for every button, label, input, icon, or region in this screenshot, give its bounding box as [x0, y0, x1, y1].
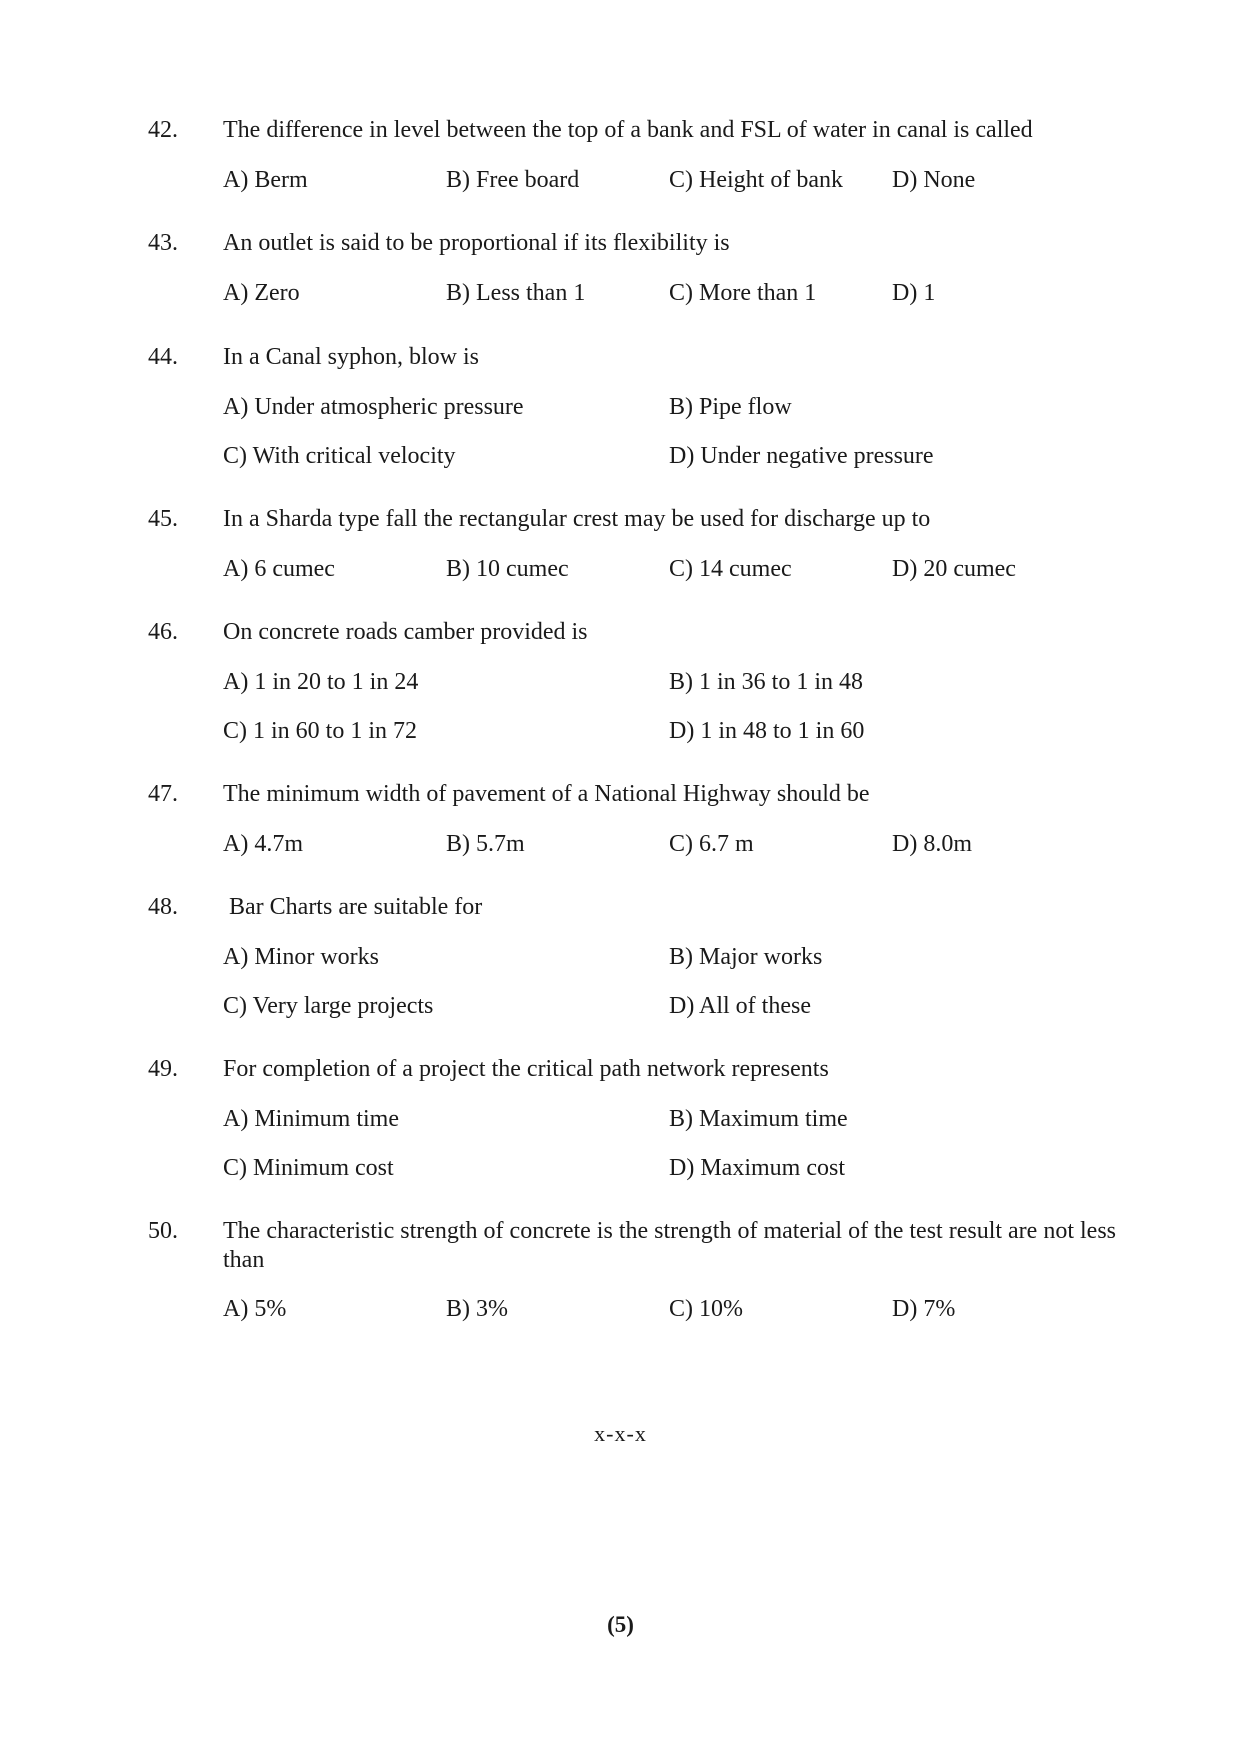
option-c: C) 1 in 60 to 1 in 72	[223, 718, 418, 744]
option-a: A) Berm	[223, 167, 308, 193]
option-a: A) Zero	[223, 280, 300, 306]
option-c: C) With critical velocity	[223, 443, 456, 469]
option-d: D) Maximum cost	[669, 1155, 845, 1181]
question-text: For completion of a project the critical path network represents	[223, 1056, 829, 1082]
question-number: 42.	[148, 117, 178, 143]
option-a: A) 4.7m	[223, 831, 303, 857]
question-text: In a Canal syphon, blow is	[223, 344, 479, 370]
option-a: A) 6 cumec	[223, 556, 335, 582]
option-a: A) 5%	[223, 1296, 287, 1322]
question-number: 43.	[148, 230, 178, 256]
option-c: C) More than 1	[669, 280, 817, 306]
option-b: B) 5.7m	[446, 831, 525, 857]
option-c: C) 10%	[669, 1296, 743, 1322]
end-of-paper-mark: x-x-x	[594, 1421, 647, 1446]
option-b: B) Pipe flow	[669, 394, 792, 420]
question-number: 45.	[148, 506, 178, 532]
option-d: D) 1 in 48 to 1 in 60	[669, 718, 865, 744]
option-b: B) Maximum time	[669, 1106, 848, 1132]
question-number: 47.	[148, 781, 178, 807]
option-d: D) All of these	[669, 993, 811, 1019]
option-a: A) Minimum time	[223, 1106, 399, 1132]
option-d: D) 7%	[892, 1296, 956, 1322]
question-number: 48.	[148, 894, 178, 920]
option-b: B) 10 cumec	[446, 556, 569, 582]
option-b: B) Less than 1	[446, 280, 586, 306]
option-c: C) 14 cumec	[669, 556, 792, 582]
option-d: D) 20 cumec	[892, 556, 1016, 582]
question-text: The difference in level between the top of a bank and FSL of water in canal is called	[223, 117, 1033, 143]
question-text: Bar Charts are suitable for	[229, 894, 483, 920]
option-c: C) Height of bank	[669, 167, 843, 193]
option-a: A) 1 in 20 to 1 in 24	[223, 669, 419, 695]
page-number: (5)	[607, 1612, 634, 1637]
question-number: 46.	[148, 619, 178, 645]
option-c: C) 6.7 m	[669, 831, 754, 857]
option-d: D) Under negative pressure	[669, 443, 934, 469]
option-a: A) Under atmospheric pressure	[223, 394, 524, 420]
option-d: D) 8.0m	[892, 831, 972, 857]
question-number: 44.	[148, 344, 178, 370]
option-d: D) 1	[892, 280, 936, 306]
option-c: C) Minimum cost	[223, 1155, 394, 1181]
option-c: C) Very large projects	[223, 993, 434, 1019]
question-text: In a Sharda type fall the rectangular crest may be used for discharge up to	[223, 506, 931, 532]
question-number: 49.	[148, 1056, 178, 1082]
question-text: The characteristic strength of concrete is the strength of material of the test result are not less than	[223, 1218, 1116, 1273]
option-b: B) 3%	[446, 1296, 508, 1322]
question-text: On concrete roads camber provided is	[223, 619, 588, 645]
option-d: D) None	[892, 167, 976, 193]
option-b: B) 1 in 36 to 1 in 48	[669, 669, 864, 695]
option-a: A) Minor works	[223, 944, 379, 970]
question-number: 50.	[148, 1218, 178, 1244]
option-b: B) Major works	[669, 944, 823, 970]
question-text: The minimum width of pavement of a National Highway should be	[223, 781, 870, 807]
question-text: An outlet is said to be proportional if its flexibility is	[223, 230, 730, 256]
option-b: B) Free board	[446, 167, 580, 193]
